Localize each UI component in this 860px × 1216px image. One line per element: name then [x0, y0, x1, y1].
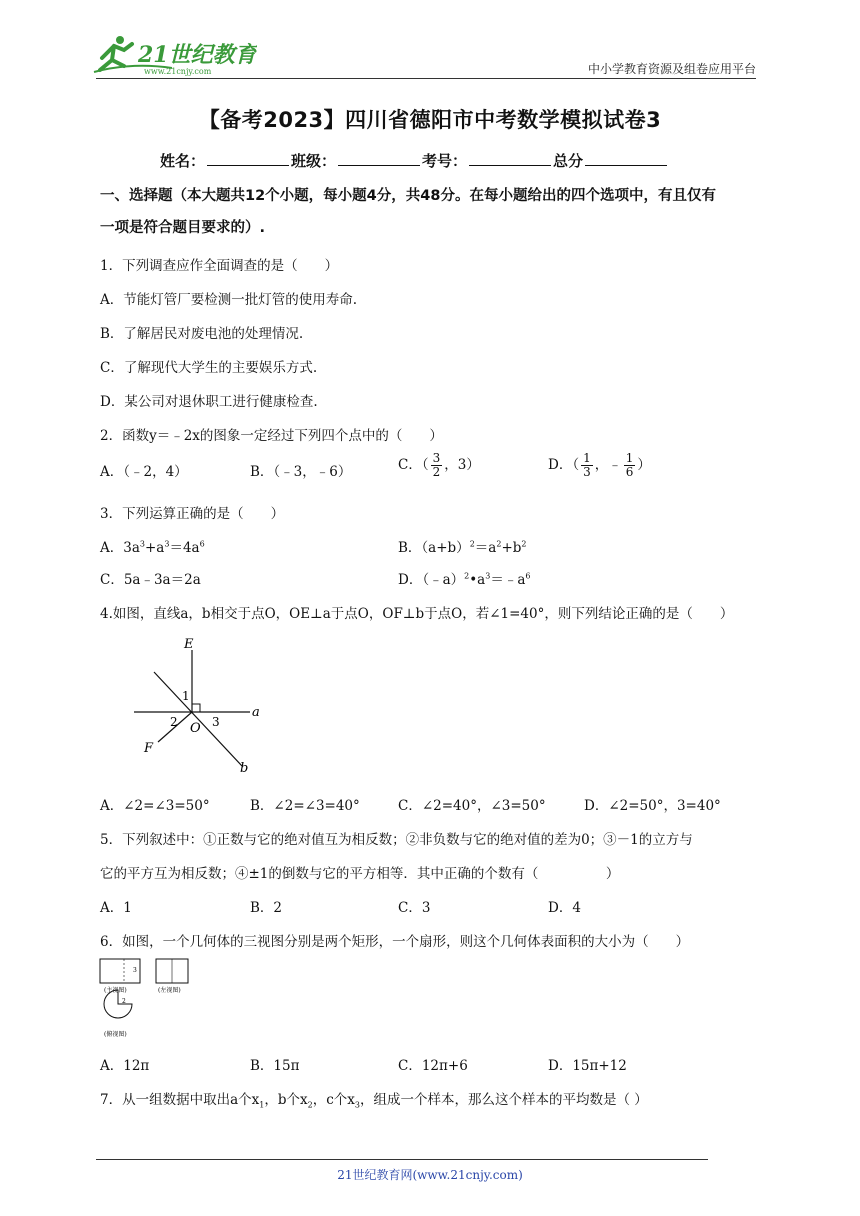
- top-view-sector: [104, 990, 132, 1018]
- angle-3-label: 3: [212, 715, 220, 729]
- q5-options: [100, 896, 760, 916]
- q2-option-d[interactable]: D．（ $\frac{1}{3}$ ，﹣ $\frac{1}{6}$ ）: [548, 451, 651, 479]
- footer-divider: [96, 1159, 708, 1160]
- q6-option-b[interactable]: B．15π: [250, 1058, 300, 1074]
- q3-option-d[interactable]: D．$(﹣a)^2•a^3=﹣a^6$: [398, 571, 531, 588]
- q3-option-a[interactable]: A．$3a^3+a^3=4a^6$: [100, 539, 205, 556]
- page-title: 【备考2023】四川省德阳市中考数学模拟试卷3: [198, 108, 662, 132]
- q4-option-c[interactable]: C．∠2=40°，∠3=50°: [398, 798, 546, 814]
- q2-options: [100, 452, 740, 492]
- label-e: E: [184, 637, 194, 652]
- q1-option-a[interactable]: A．节能灯管厂要检测一批灯管的使用寿命.: [100, 292, 358, 308]
- dim-2-label: 2: [122, 998, 126, 1005]
- q2-option-c[interactable]: C．（ $\frac{3}{2}$ ，3）: [398, 451, 480, 479]
- q4-option-d[interactable]: D．∠2=50°，3=40°: [584, 798, 721, 814]
- q4-option-b[interactable]: B．∠2=∠3=40°: [250, 798, 360, 814]
- q1-option-b[interactable]: B．了解居民对废电池的处理情况.: [100, 326, 304, 342]
- q4-line-figure: [128, 632, 268, 774]
- angle-2-label: 2: [170, 715, 178, 729]
- q5-option-c[interactable]: C．3: [398, 900, 431, 916]
- q2-d-fraction1: $\frac{1}{3}$: [583, 451, 591, 479]
- q6-options: [100, 1054, 760, 1074]
- right-angle-mark: [192, 704, 200, 712]
- front-view-label: (主视图): [104, 987, 127, 994]
- q4-stem: 4.如图，直线a，b相交于点O，OE⊥a于点O，OF⊥b于点O，若∠1=40°，则下列结论正确的是（ ）: [100, 606, 734, 622]
- q4-option-a[interactable]: A．∠2=∠3=50°: [100, 798, 210, 814]
- footer-link[interactable]: 21世纪教育网(www.21cnjy.com): [337, 1168, 523, 1182]
- q7-stem: 7．从一组数据中取出a个$x_1$，b个$x_2$，c个$x_3$，组成一个样本，那么这个样本的平均数是（ ）: [100, 1092, 648, 1110]
- name-blank[interactable]: [207, 151, 289, 166]
- q6-three-views-figure: [98, 956, 198, 1042]
- q1-option-c[interactable]: C．了解现代大学生的主要娱乐方式.: [100, 360, 318, 376]
- q2-d-fraction2: $\frac{1}{6}$: [625, 451, 634, 479]
- q3-stem: 3．下列运算正确的是（ ）: [100, 506, 285, 522]
- logo-text: 21世纪教育: [138, 42, 257, 68]
- q5-option-a[interactable]: A．1: [100, 900, 132, 916]
- class-label: 班级：: [291, 152, 337, 170]
- q5-option-b[interactable]: B．2: [250, 900, 283, 916]
- exam-no-label: 考号：: [422, 152, 468, 170]
- q6-stem: 6．如图，一个几何体的三视图分别是两个矩形，一个扇形，则这个几何体表面积的大小为（ ）: [100, 934, 690, 950]
- q4-options: [100, 794, 760, 814]
- total-blank[interactable]: [585, 151, 667, 166]
- q5-stem-line1: 5．下列叙述中：①正数与它的绝对值互为相反数；②非负数与它的绝对值的差为0；③－1的立方与: [100, 832, 693, 848]
- q3-option-b[interactable]: B．$(a+b)^2=a^2+b^2$: [398, 539, 527, 556]
- label-b: b: [240, 761, 249, 774]
- dim-3-label: 3: [133, 967, 137, 974]
- section-heading-line1: 一、选择题（本大题共12个小题，每小题4分，共48分。在每小题给出的四个选项中，有且仅有: [100, 188, 716, 204]
- total-label: 总分: [553, 152, 584, 170]
- q6-option-d[interactable]: D．15π+12: [548, 1058, 627, 1074]
- header-platform-text: 中小学教育资源及组卷应用平台: [587, 62, 756, 76]
- student-info-line: [160, 150, 669, 171]
- site-logo: [92, 32, 257, 78]
- angle-1-label: 1: [182, 689, 190, 703]
- q5-option-d[interactable]: D．4: [548, 900, 581, 916]
- q1-stem: 1．下列调查应作全面调查的是（ ）: [100, 258, 339, 274]
- q2-option-b[interactable]: B．（﹣3，﹣6）: [250, 464, 352, 480]
- q2-c-fraction: $\frac{3}{2}$: [432, 451, 441, 479]
- top-view-label: (俯视图): [104, 1031, 127, 1038]
- q2-option-a[interactable]: A．（﹣2，4）: [100, 464, 188, 480]
- logo-url: www.21cnjy.com: [144, 67, 212, 76]
- q6-option-a[interactable]: A．12π: [100, 1058, 150, 1074]
- q6-option-c[interactable]: C．12π+6: [398, 1058, 468, 1074]
- q2-stem: 2．函数y＝﹣2x的图象一定经过下列四个点中的（ ）: [100, 428, 443, 444]
- header-divider: [96, 78, 756, 79]
- q3-option-c[interactable]: C．5a﹣3a＝2a: [100, 572, 201, 588]
- exam-no-blank[interactable]: [469, 151, 551, 166]
- class-blank[interactable]: [338, 151, 420, 166]
- q1-option-d[interactable]: D．某公司对退休职工进行健康检查.: [100, 394, 318, 410]
- left-view-label: (左视图): [158, 987, 181, 994]
- name-label: 姓名：: [160, 152, 206, 170]
- q5-stem-line2: 它的平方互为相反数；④±1的倒数与它的平方相等．其中正确的个数有（ ）: [100, 866, 620, 882]
- section-heading-line2: 一项是符合题目要求的）.: [100, 220, 266, 236]
- line-b: [154, 672, 242, 766]
- label-f: F: [144, 741, 154, 756]
- label-o: O: [190, 721, 201, 736]
- label-a: a: [252, 705, 260, 720]
